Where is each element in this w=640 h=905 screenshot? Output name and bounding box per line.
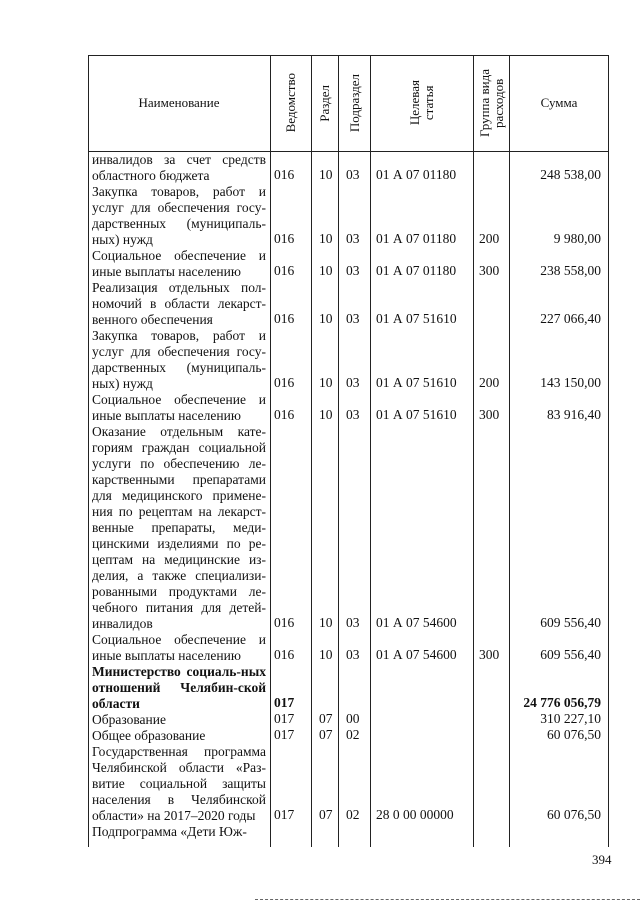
row-vedomstvo: 016	[274, 407, 295, 422]
row-vedomstvo: 016	[274, 375, 295, 390]
row-name: Оказание отдельным кате-гориям граждан социальной услуги по обеспечению ле-карственными препаратами для медицинского примене-ния по рецептам на лекарст-венные препараты, меди-цинскими изделиями по ре-цептам на медицинские из-делия, а также специализи-рованными продуктами ле-чебного питания для детей-инвалидов	[92, 424, 266, 631]
table-row	[88, 712, 609, 728]
header-podrazdel: Подраздел	[346, 73, 362, 133]
row-name: Социальное обеспечение и иные выплаты населению	[92, 632, 266, 663]
row-summa: 227 066,40	[540, 311, 601, 326]
table-body	[88, 152, 609, 840]
row-vedomstvo: 017	[274, 727, 295, 742]
page-number: 394	[592, 852, 612, 867]
header-vedomstvo: Ведомство	[283, 73, 298, 133]
table-row	[88, 152, 609, 184]
row-summa: 9 980,00	[553, 231, 601, 246]
row-razdel: 07	[319, 727, 333, 742]
row-podrazdel: 03	[346, 231, 360, 246]
header-name: Наименование	[138, 95, 220, 110]
row-summa: 83 916,40	[547, 407, 601, 422]
row-podrazdel: 03	[346, 647, 360, 662]
row-celevaya: 01 А 07 01180	[376, 231, 457, 246]
row-gruppa: 200	[479, 231, 500, 246]
row-podrazdel: 02	[346, 807, 360, 822]
row-celevaya: 01 А 07 01180	[376, 167, 457, 182]
row-vedomstvo: 016	[274, 263, 295, 278]
row-name: Социальное обеспечение и иные выплаты населению	[92, 392, 266, 423]
row-razdel: 07	[319, 711, 333, 726]
row-celevaya: 01 А 07 54600	[376, 615, 457, 630]
row-vedomstvo: 017	[274, 695, 295, 710]
row-podrazdel: 03	[346, 407, 360, 422]
table-row-ministry	[88, 664, 609, 712]
row-razdel: 10	[319, 375, 333, 390]
row-vedomstvo: 016	[274, 231, 295, 246]
row-podrazdel: 03	[346, 375, 360, 390]
row-celevaya: 01 А 07 51610	[376, 311, 457, 326]
row-summa: 609 556,40	[540, 615, 601, 630]
table-row	[88, 392, 609, 424]
table-row	[88, 248, 609, 280]
row-name: инвалидов за счет средств областного бюджета	[92, 152, 266, 183]
budget-table	[88, 55, 609, 847]
row-razdel: 10	[319, 231, 333, 246]
row-podrazdel: 00	[346, 711, 360, 726]
row-gruppa: 200	[479, 375, 500, 390]
row-celevaya: 01 А 07 51610	[376, 407, 457, 422]
table-row	[88, 280, 609, 328]
row-vedomstvo: 016	[274, 311, 295, 326]
row-gruppa: 300	[479, 647, 500, 662]
row-name: Образование	[92, 712, 166, 727]
table-row	[88, 824, 609, 840]
row-summa: 60 076,50	[547, 807, 601, 822]
row-vedomstvo: 017	[274, 807, 295, 822]
row-celevaya: 28 0 00 00000	[376, 807, 454, 822]
row-summa: 60 076,50	[547, 727, 601, 742]
header-summa: Сумма	[540, 95, 578, 110]
row-razdel: 10	[319, 311, 333, 326]
row-celevaya: 01 А 07 51610	[376, 375, 457, 390]
row-podrazdel: 02	[346, 727, 360, 742]
row-name: Общее образование	[92, 728, 206, 743]
bottom-rule	[255, 899, 640, 900]
row-podrazdel: 03	[346, 615, 360, 630]
header-razdel: Раздел	[317, 84, 332, 122]
row-summa: 248 538,00	[540, 167, 601, 182]
header-celevaya: Целевая статья	[407, 80, 436, 126]
row-summa: 609 556,40	[540, 647, 601, 662]
row-name: Государственная программа Челябинской области «Раз-витие социальной защиты населения в Челябинской области» на 2017–2020 годы	[92, 744, 266, 823]
row-vedomstvo: 016	[274, 167, 295, 182]
row-vedomstvo: 017	[274, 711, 295, 726]
table-row	[88, 184, 609, 248]
row-razdel: 10	[319, 647, 333, 662]
row-razdel: 07	[319, 807, 333, 822]
table-row	[88, 424, 609, 632]
row-podrazdel: 03	[346, 311, 360, 326]
row-name: Закупка товаров, работ и услуг для обеспечения госу-дарственных (муниципаль-ных) нужд	[92, 184, 266, 247]
row-name: Закупка товаров, работ и услуг для обеспечения госу-дарственных (муниципаль-ных) нужд	[92, 328, 266, 391]
row-name: Реализация отдельных пол-номочий в области лекарст-венного обеспечения	[92, 280, 266, 327]
row-celevaya: 01 А 07 54600	[376, 647, 457, 662]
row-summa: 310 227,10	[540, 711, 601, 726]
row-razdel: 10	[319, 407, 333, 422]
row-gruppa: 300	[479, 407, 500, 422]
row-razdel: 10	[319, 263, 333, 278]
row-name: Министерство социаль-ных отношений Челябин-ской области	[92, 664, 266, 711]
row-summa: 238 558,00	[540, 263, 601, 278]
row-podrazdel: 03	[346, 167, 360, 182]
row-razdel: 10	[319, 615, 333, 630]
table-row	[88, 632, 609, 664]
row-summa: 143 150,00	[540, 375, 601, 390]
row-name: Подпрограмма «Дети Юж-	[92, 824, 247, 839]
row-summa: 24 776 056,79	[523, 695, 601, 710]
row-name: Социальное обеспечение и иные выплаты населению	[92, 248, 266, 279]
header-gruppa: Группа вида расходов	[476, 69, 506, 137]
row-gruppa: 300	[479, 263, 500, 278]
row-podrazdel: 03	[346, 263, 360, 278]
row-vedomstvo: 016	[274, 647, 295, 662]
table-row	[88, 744, 609, 824]
row-vedomstvo: 016	[274, 615, 295, 630]
table-row	[88, 728, 609, 744]
row-razdel: 10	[319, 167, 333, 182]
row-celevaya: 01 А 07 01180	[376, 263, 457, 278]
table-row	[88, 328, 609, 392]
